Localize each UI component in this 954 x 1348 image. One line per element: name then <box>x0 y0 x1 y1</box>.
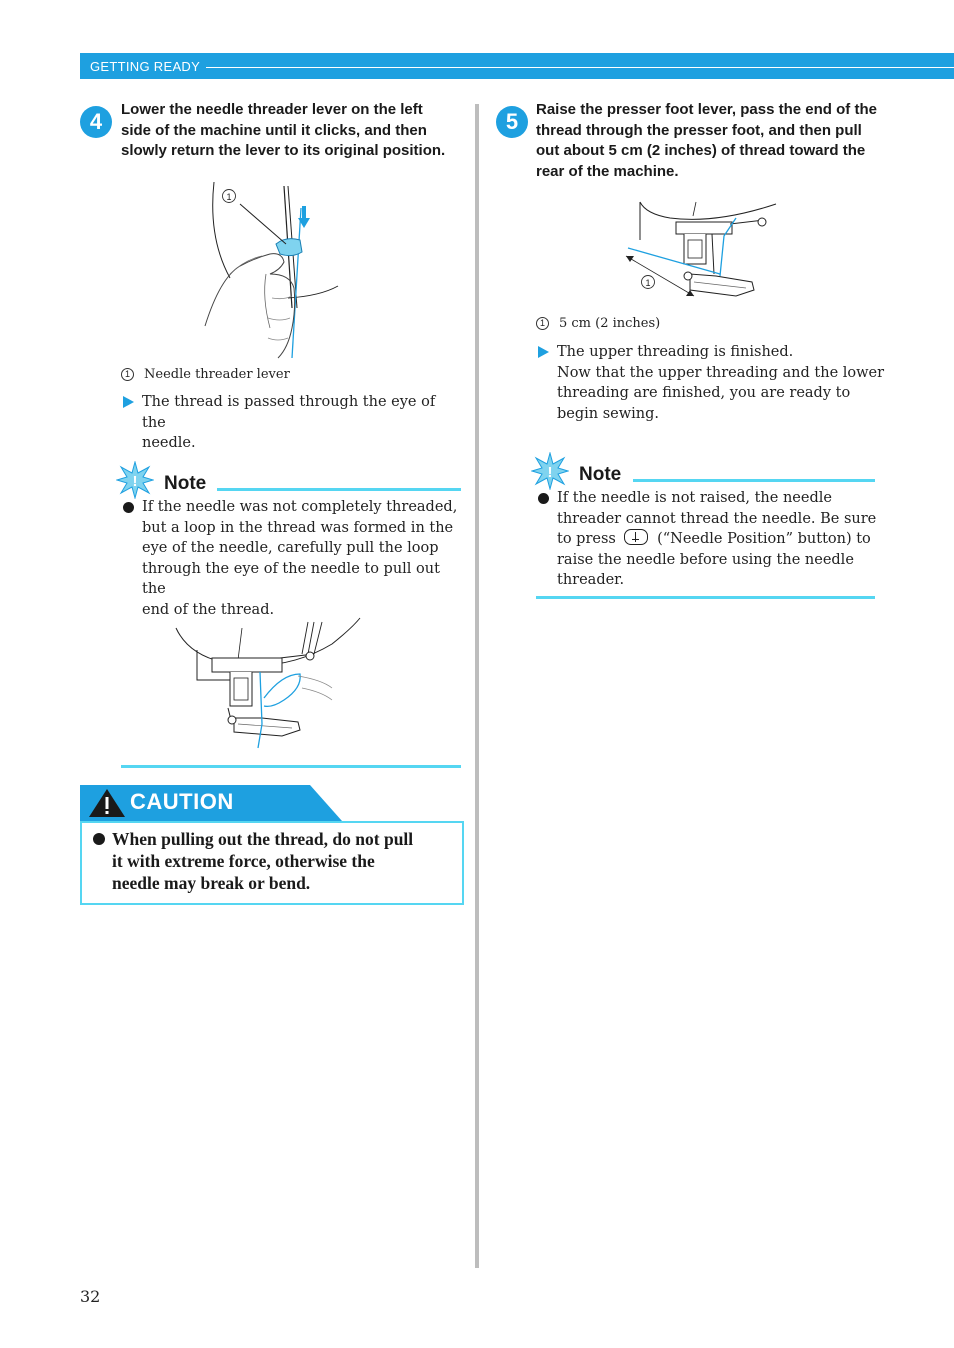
section-header-bar <box>80 53 954 79</box>
figure-1-legend <box>121 367 290 382</box>
note-line-text: threader. <box>557 572 625 588</box>
note-bottom-rule <box>121 765 461 768</box>
caution-line: it with extreme force, otherwise the <box>112 851 375 871</box>
result-line: The thread is passed through the eye of the <box>142 394 436 431</box>
note-line-text: If the needle is not raised, the needle <box>557 490 832 506</box>
bullet <box>93 833 105 845</box>
note-line-text: If the needle was not completely threaded, <box>142 499 458 515</box>
step-5-line: rear of the machine. <box>536 162 679 180</box>
note-line-text: eye of the needle, carefully pull the loop <box>142 540 439 556</box>
note-line-text: raise the needle before using the needle <box>557 551 854 568</box>
left-note-text <box>142 497 467 620</box>
note-star-icon <box>116 461 154 499</box>
step-4-line: side of the machine until it clicks, and then <box>121 121 427 139</box>
result-line: threading are finished, you are ready to <box>557 385 851 401</box>
step-4-line: slowly return the lever to its original position. <box>121 142 446 159</box>
presser-foot-thread-illustration <box>616 198 782 308</box>
step-5-line: thread through the presser foot, and then pull <box>536 121 862 139</box>
callout-number: 1 <box>121 368 134 381</box>
note-text-fragment: to press <box>557 531 616 547</box>
note-line-text: end of the thread. <box>142 601 275 618</box>
figure-1-callout-label: 1 <box>226 192 232 202</box>
step-5-result <box>557 342 887 424</box>
note-line-with-button <box>557 529 882 550</box>
note-top-rule <box>633 479 875 482</box>
result-arrow-icon <box>123 396 134 408</box>
step-5-line: Raise the presser foot lever, pass the end of the <box>536 101 877 118</box>
figure-2-callout-label: 1 <box>645 278 651 288</box>
bullet <box>123 502 134 513</box>
column-divider <box>475 104 479 1268</box>
step-5-line: out about 5 cm (2 inches) of thread toward the <box>536 142 866 159</box>
step-5-badge: 5 <box>496 106 528 138</box>
step-4-badge: 4 <box>80 106 112 138</box>
callout-number: 1 <box>536 317 549 330</box>
figure-2-legend <box>536 316 660 331</box>
step-4-instruction <box>121 100 466 162</box>
page-number: 32 <box>80 1287 101 1306</box>
note-line-text: through the eye of the needle to pull out the <box>142 560 440 597</box>
note-star-icon <box>531 452 569 490</box>
note-title: Note <box>164 473 207 494</box>
result-line: The upper threading is finished. <box>557 344 794 360</box>
needle-position-button-icon <box>624 529 648 545</box>
svg-text:!: ! <box>132 473 138 490</box>
bullet <box>538 493 549 504</box>
note-line-text: but a loop in the thread was formed in the <box>142 519 454 536</box>
legend-text: 5 cm (2 inches) <box>559 316 661 331</box>
right-note-text <box>557 488 882 591</box>
legend-text: Needle threader lever <box>144 367 290 382</box>
step-5-instruction <box>536 100 881 182</box>
note-bottom-rule <box>536 596 875 599</box>
svg-text:!: ! <box>547 464 553 481</box>
caution-text <box>112 828 457 894</box>
warning-triangle-icon <box>88 788 126 818</box>
section-title: GETTING READY <box>90 59 201 74</box>
caution-line: needle may break or bend. <box>112 873 311 893</box>
note-top-rule <box>217 488 461 491</box>
note-line-text: threader cannot thread the needle. Be sure <box>557 510 877 527</box>
note-title: Note <box>579 464 622 485</box>
result-line: Now that the upper threading and the lower <box>557 364 885 381</box>
note-text-fragment: (“Needle Position” button) to <box>657 531 871 547</box>
header-rule <box>206 67 954 68</box>
result-arrow-icon <box>538 346 549 358</box>
caution-title: CAUTION <box>130 789 234 814</box>
caution-line: When pulling out the thread, do not pull <box>112 829 414 849</box>
result-line: begin sewing. <box>557 405 660 422</box>
needle-loop-illustration <box>172 614 364 752</box>
step-4-result <box>142 392 462 454</box>
step-4-line: Lower the needle threader lever on the left <box>121 101 423 118</box>
needle-threader-lever-illustration <box>200 178 350 363</box>
result-line: needle. <box>142 435 196 451</box>
